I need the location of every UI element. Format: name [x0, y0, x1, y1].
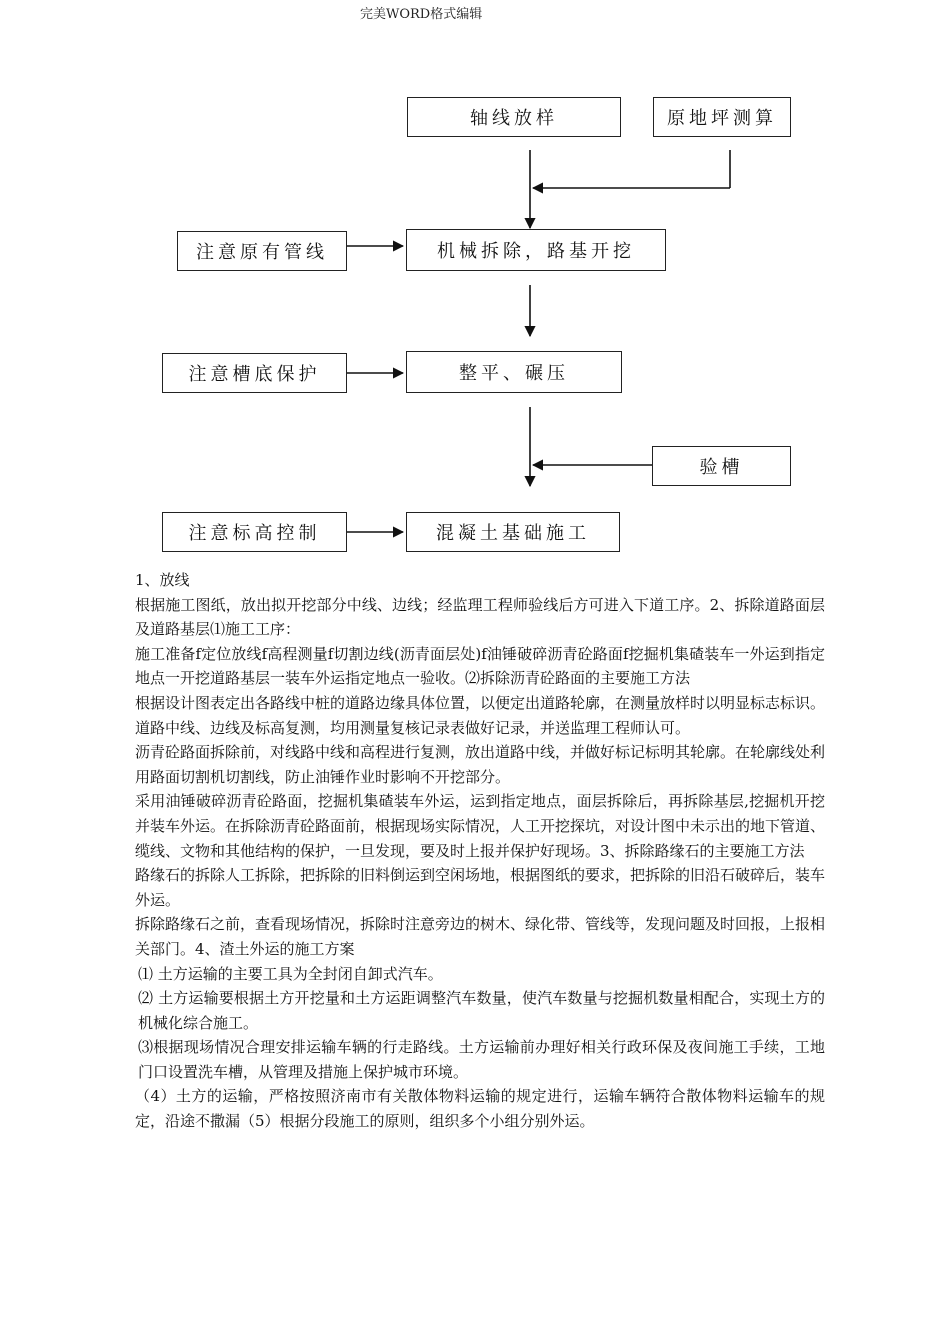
body-paragraph: 沥青砼路面拆除前，对线路中线和高程进行复测，放出道路中线，并做好标记标明其轮廓。在轮廓线处利用路面切割机切割线，防止油锤作业时影响不开挖部分。: [135, 743, 826, 786]
flow-box-mechanical-demolition: 机械拆除，路基开挖: [406, 229, 666, 271]
flow-box-ground-measure: 原地坪测算: [653, 97, 791, 137]
section-heading-layout: 1、放线: [135, 571, 190, 589]
body-paragraph: 根据施工图纸，放出拟开挖部分中线、边线；经监理工程师验线后方可进入下道工序。2、拆除道路面层及道路基层⑴施工工序：: [135, 595, 825, 639]
document-body: [135, 568, 825, 1134]
flow-box-trench-inspection: 验槽: [652, 446, 791, 486]
list-item: ⑵ 土方运输要根据土方开挖量和土方运距调整汽车数量，使汽车数量与挖掘机数量相配合，实现土方的机械化综合施工。: [138, 989, 825, 1032]
body-paragraph: 道路中线、边线及标高复测，均用测量复核记录表做好记录，并送监理工程师认可。: [135, 718, 691, 737]
body-paragraph: 拆除路缘石之前，查看现场情况，拆除时注意旁边的树木、绿化带、管线等，发现问题及时回报，上报相关部门。4、渣土外运的施工方案: [135, 915, 826, 958]
flow-box-note-trench-protection: 注意槽底保护: [162, 353, 347, 393]
flowchart-connectors: [0, 0, 950, 570]
body-paragraph: 根据设计图表定出各路线中桩的道路边缘具体位置，以便定出道路轮廓，在测量放样时以明显标志标识。: [135, 693, 826, 712]
flow-box-leveling: 整平、碾压: [406, 351, 622, 393]
list-item: ⑶根据现场情况合理安排运输车辆的行走路线。土方运输前办理好相关行政环保及夜间施工手续，工地门口设置洗车槽，从管理及措施上保护城市环境。: [138, 1038, 825, 1081]
flow-box-note-elevation-control: 注意标高控制: [162, 512, 347, 552]
construction-flowchart: [0, 0, 950, 570]
list-item: ⑴ 土方运输的主要工具为全封闭自卸式汽车。: [138, 964, 443, 983]
list-item: （4）土方的运输，严格按照济南市有关散体物料运输的规定进行，运输车辆符合散体物料运输车的规定，沿途不撒漏（5）根据分段施工的原则，组织多个小组分别外运。: [135, 1087, 825, 1131]
flow-box-concrete-foundation: 混凝土基础施工: [406, 512, 620, 552]
flow-box-axis-layout: 轴线放样: [407, 97, 621, 137]
body-paragraph: 采用油锤破碎沥青砼路面，挖掘机集碴装车外运，运到指定地点，面层拆除后，再拆除基层,挖掘机开挖并装车外运。在拆除沥青砼路面前，根据现场实际情况，人工开挖探坑，对设计图中未示出的地下管道、缆线、文物和其他结构的保护，一旦发现，要及时上报并保护好现场。3、拆除路缘石的主要施工方法: [135, 792, 826, 860]
flow-box-note-pipelines: 注意原有管线: [177, 231, 347, 271]
page-header: 完美WORD格式编辑: [360, 7, 483, 22]
body-paragraph: 路缘石的拆除人工拆除，把拆除的旧料倒运到空闲场地，根据图纸的要求，把拆除的旧沿石破碎后，装车外运。: [135, 866, 826, 909]
body-paragraph: 施工准备f定位放线f高程测量f切割边线(沥青面层处)f油锤破碎沥青砼路面f挖掘机集碴装车一外运到指定地点一开挖道路基层一装车外运指定地点一验收。⑵拆除沥青砼路面的主要施工方法: [135, 644, 825, 688]
